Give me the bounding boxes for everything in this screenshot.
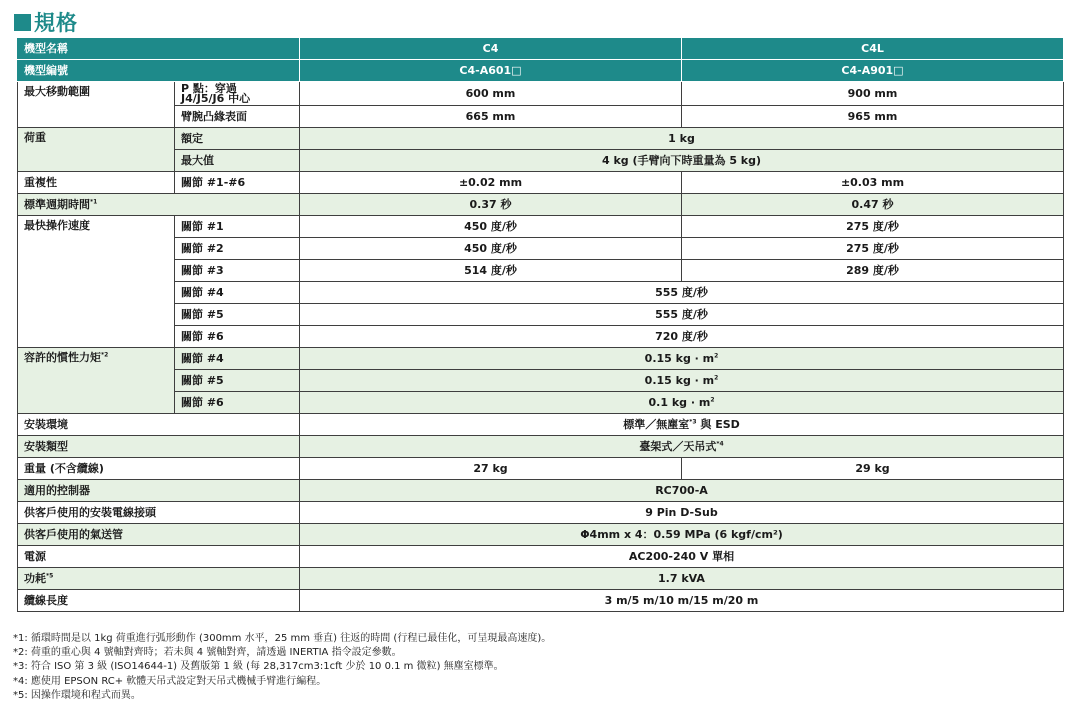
controller-label: 適用的控制器 [18, 480, 300, 502]
footnote-3: *3: 符合 ISO 第 3 級 (ISO14644-1) 及舊版第 1 級 (每 28,317cm3:1cft 少於 10 0.1 m 微粒) 無塵室標準。 [13, 661, 504, 673]
weight-c4: 27 kg [300, 458, 682, 480]
table-row [18, 326, 1064, 348]
speed-j2-c4l: 275 度/秒 [682, 238, 1064, 260]
inertia-j5-cell [300, 370, 1064, 392]
cycle-time-label-text: 標準週期時間 [24, 198, 90, 211]
cycle-time-c4: 0.37 秒 [300, 194, 682, 216]
footnote-4: *4: 應使用 EPSON RC+ 軟體天吊式設定對天吊式機械手臂進行編程。 [13, 675, 327, 687]
repeatability-c4: ±0.02 mm [300, 172, 682, 194]
footnote-5: *5: 因操作環境和程式而異。 [13, 689, 141, 701]
spec-table [17, 37, 1064, 612]
speed-j2-c4: 450 度/秒 [300, 238, 682, 260]
inertia-j6-value: 0.1 kg · m [648, 396, 711, 409]
inertia-j5-value: 0.15 kg · m [644, 374, 715, 387]
inertia-j4-label: 關節 #4 [175, 348, 300, 370]
mounting-label: 安裝類型 [18, 436, 300, 458]
table-header-row [18, 38, 1064, 60]
table-row [18, 458, 1064, 480]
speed-j3-c4l: 289 度/秒 [682, 260, 1064, 282]
table-row [18, 304, 1064, 326]
flange-c4: 665 mm [300, 106, 682, 128]
inertia-j6-cell [300, 392, 1064, 414]
footnote-1: *1: 循環時間是以 1kg 荷重進行弧形動作 (300mm 水平，25 mm 垂直) 往返的時間 (行程已最佳化，可呈現最高速度)。 [13, 633, 552, 644]
inertia-j6-exp: 2 [710, 396, 715, 404]
footnotes [13, 632, 551, 703]
rated-value: 1 kg [300, 128, 1064, 150]
weight-label: 重量 (不含纜線) [18, 458, 300, 480]
section-title [14, 9, 78, 35]
table-row [18, 524, 1064, 546]
consumption-note: *5 [46, 572, 54, 580]
cable-label: 纜線長度 [18, 590, 300, 612]
speed-j4-label: 關節 #4 [175, 282, 300, 304]
mounting-note: *4 [716, 440, 724, 448]
inertia-j4-value: 0.15 kg · m [644, 352, 715, 365]
p-point-c4: 600 mm [300, 82, 682, 106]
inertia-label [18, 348, 175, 414]
mounting-cell [300, 436, 1064, 458]
table-row [18, 82, 1064, 106]
inertia-j6-label: 關節 #6 [175, 392, 300, 414]
inertia-note: *2 [101, 351, 109, 359]
speed-j6-label: 關節 #6 [175, 326, 300, 348]
speed-j1-c4: 450 度/秒 [300, 216, 682, 238]
consumption-label-text: 功耗 [24, 572, 46, 585]
environment-label: 安裝環境 [18, 414, 300, 436]
repeatability-label: 重複性 [18, 172, 175, 194]
c4l-model: C4-A901□ [682, 60, 1064, 82]
cable-value: 3 m/5 m/10 m/15 m/20 m [300, 590, 1064, 612]
environment-value-before: 標準／無塵室 [623, 418, 690, 431]
cycle-time-note: *1 [90, 198, 98, 206]
speed-j5-label: 關節 #5 [175, 304, 300, 326]
flange-c4l: 965 mm [682, 106, 1064, 128]
inertia-j4-cell [300, 348, 1064, 370]
table-row [18, 150, 1064, 172]
consumption-value: 1.7 kVA [300, 568, 1064, 590]
cycle-time-c4l: 0.47 秒 [682, 194, 1064, 216]
speed-j3-label: 關節 #3 [175, 260, 300, 282]
table-row [18, 238, 1064, 260]
inertia-label-text: 容許的慣性力矩 [24, 351, 101, 364]
speed-j5-value: 555 度/秒 [300, 304, 1064, 326]
section-title-text: 規格 [34, 11, 78, 35]
table-row [18, 194, 1064, 216]
power-label: 電源 [18, 546, 300, 568]
user-wiring-label: 供客戶使用的安裝電線接頭 [18, 502, 300, 524]
user-piping-value: Φ4mm x 4：0.59 MPa (6 kgf/cm²) [300, 524, 1064, 546]
c4-model: C4-A601□ [300, 60, 682, 82]
user-wiring-value: 9 Pin D-Sub [300, 502, 1064, 524]
controller-value: RC700-A [300, 480, 1064, 502]
speed-j3-c4: 514 度/秒 [300, 260, 682, 282]
speed-j6-value: 720 度/秒 [300, 326, 1064, 348]
weight-c4l: 29 kg [682, 458, 1064, 480]
name-label: 機型名稱 [18, 38, 300, 60]
table-row [18, 568, 1064, 590]
cycle-time-label [18, 194, 300, 216]
table-row [18, 128, 1064, 150]
rated-label: 額定 [175, 128, 300, 150]
repeatability-sub: 關節 #1-#6 [175, 172, 300, 194]
environment-note: *3 [689, 418, 697, 426]
environment-cell [300, 414, 1064, 436]
table-row [18, 106, 1064, 128]
speed-j2-label: 關節 #2 [175, 238, 300, 260]
reach-label: 最大移動範圍 [18, 82, 175, 128]
table-row [18, 282, 1064, 304]
table-row [18, 260, 1064, 282]
repeatability-c4l: ±0.03 mm [682, 172, 1064, 194]
max-payload-label: 最大值 [175, 150, 300, 172]
table-row [18, 502, 1064, 524]
table-row [18, 348, 1064, 370]
table-row [18, 480, 1064, 502]
table-row [18, 172, 1064, 194]
table-row [18, 590, 1064, 612]
p-point-c4l: 900 mm [682, 82, 1064, 106]
speed-j1-label: 關節 #1 [175, 216, 300, 238]
c4-name: C4 [300, 38, 682, 60]
p-point-label: P 點：穿過 J4/J5/J6 中心 [175, 82, 300, 106]
table-header-row [18, 60, 1064, 82]
model-label: 機型編號 [18, 60, 300, 82]
inertia-j4-exp: 2 [714, 352, 719, 360]
inertia-j5-exp: 2 [714, 374, 719, 382]
payload-label: 荷重 [18, 128, 175, 172]
flange-label: 臂腕凸緣表面 [175, 106, 300, 128]
user-piping-label: 供客戶使用的氣送管 [18, 524, 300, 546]
table-row [18, 392, 1064, 414]
footnote-2: *2: 荷重的重心與 4 號軸對齊時；若未與 4 號軸對齊，請透過 INERTIA 指令設定參數。 [13, 647, 402, 659]
mounting-value: 臺架式／天吊式 [639, 440, 717, 453]
environment-value-after: 與 ESD [696, 418, 740, 431]
power-value: AC200-240 V 單相 [300, 546, 1064, 568]
max-payload-value: 4 kg (手臂向下時重量為 5 kg) [300, 150, 1064, 172]
speed-j1-c4l: 275 度/秒 [682, 216, 1064, 238]
c4l-name: C4L [682, 38, 1064, 60]
consumption-label [18, 568, 300, 590]
table-row [18, 436, 1064, 458]
table-row [18, 414, 1064, 436]
title-square-icon [14, 14, 31, 31]
table-row [18, 546, 1064, 568]
table-row [18, 216, 1064, 238]
speed-j4-value: 555 度/秒 [300, 282, 1064, 304]
table-row [18, 370, 1064, 392]
max-speed-label: 最快操作速度 [18, 216, 175, 348]
inertia-j5-label: 關節 #5 [175, 370, 300, 392]
